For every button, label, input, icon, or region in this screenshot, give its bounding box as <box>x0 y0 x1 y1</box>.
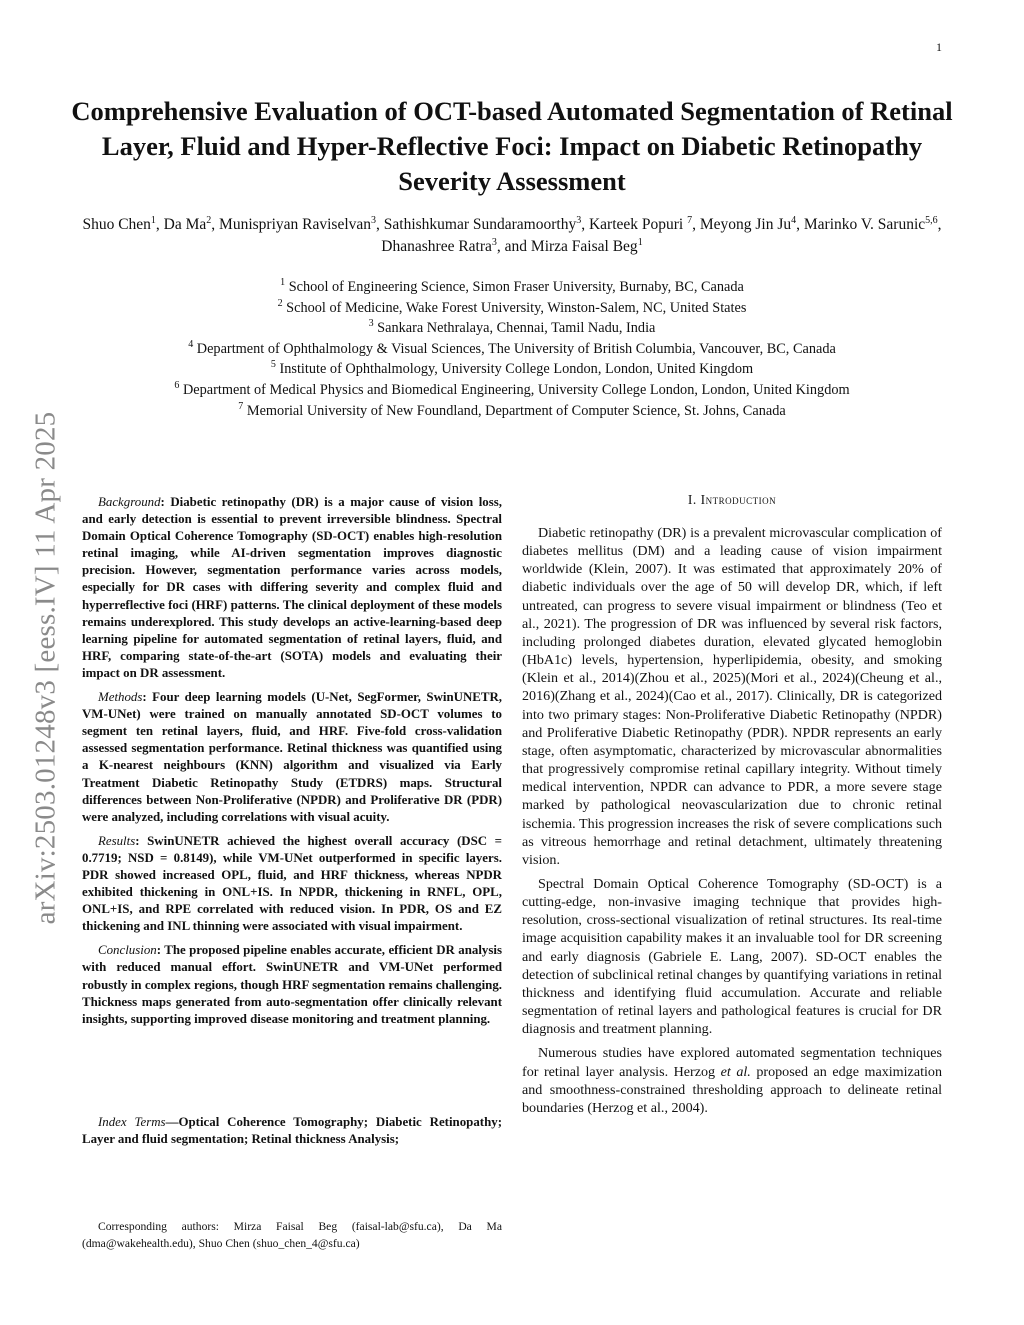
paper-title: Comprehensive Evaluation of OCT-based Automated Segmentation of Retinal Layer, Fluid and Hyper-Reflective Foci: Impact on Diabetic Retinopathy Severity Assessment <box>71 96 953 196</box>
abstract <box>82 494 502 1035</box>
author: Karteek Popuri $^7$, <box>588 214 700 233</box>
intro-paragraph: Diabetic retinopathy (DR) is a prevalent microvascular complication of diabetes mellitus (DM) and a leading cause of vision impairment worldwide (Klein, 2007). It was estimated that approximately 20% of diabetic individuals over the age of 50 will develop DR, which, if left untreated, can progress to severe visual impairment or blindness (Teo et al., 2021). The progression of DR was influenced by several risk factors, including prolonged diabetes duration, elevated glycated hemoglobin (HbA1c) levels, hypertension, hyperlipidemia, obesity, and smoking (Klein et al., 2014)(Zhou et al., 2025)(Mori et al., 2024)(Cheung et al., 2016)(Zhang et al., 2024)(Cao et al., 2017). Clinically, DR is categorized into two primary stages: Non-Proliferative Diabetic Retinopathy (NPDR) and Proliferative Diabetic Retinopathy (PDR). NPDR represents an early stage, often asymptomatic, characterized by microvascular abnormalities that progressively compromise retinal capillary integrity. Without timely medical intervention, NPDR can advance to PDR, a more severe stage marked by pathological neovascularization due to chronic retinal ischemia. This progression increases the risk of severe complications such as vitreous hemorrhage and retinal detachment, ultimately threatening vision. <box>522 525 942 868</box>
intro-paragraph: Spectral Domain Optical Coherence Tomography (SD-OCT) is a cutting-edge, non-invasive imaging technique that provides high-resolution, cross-sectional visualization of retinal structures. Its real-time image acquisition capability makes it an invaluable tool for DR screening and early diagnosis (Gabriele E. Lang, 2007). SD-OCT enables the detection of subclinical retinal changes by quantifying variations in retinal thickness and identifying fluid accumulation. Accurate and reliable segmentation of retinal layers and pathological features is crucial for DR diagnosis and treatment planning. <box>522 875 942 1038</box>
affiliation: $^3$ Sankara Nethralaya, Chennai, Tamil Nadu, India <box>368 318 656 337</box>
abstract-results: Results: SwinUNETR achieved the highest overall accuracy (DSC = 0.7719; NSD = 0.8149), while VM-UNet outperformed in specific layers. PDR showed increased OPL, fluid, and HRF thickness, whereas NPDR exhibited thickening in ONL+IS. In NPDR, thickening in RNFL, OPL, ONL+IS, and RPE correlated with reduced vision. In PDR, OS and EZ thickening and INL thinning were associated with visual impairment. <box>82 833 502 934</box>
author: Dhanashree Ratra$^3$, and <box>381 236 531 255</box>
author: Meyong Jin Ju$^4$, <box>699 214 804 233</box>
affiliation: $^7$ Memorial University of New Foundland, Department of Computer Science, St. Johns, Canada <box>238 400 786 419</box>
author: Marinko V. Sarunic$^{5,6}$, <box>803 214 942 233</box>
affiliation: $^2$ School of Medicine, Wake Forest University, Winston-Salem, NC, United States <box>277 297 747 316</box>
arxiv-identifier: arXiv:2503.01248v3 [eess.IV] 11 Apr 2025 <box>29 411 62 925</box>
page-number: 1 <box>936 40 942 54</box>
corresponding-authors-footnote: Corresponding authors: Mirza Faisal Beg (faisal-lab@sfu.ca), Da Ma (dma@wakehealth.edu), Shuo Chen (shuo_chen_4@sfu.ca) <box>82 1220 502 1250</box>
affiliation: $^5$ Institute of Ophthalmology, University College London, London, United Kingdom <box>270 359 754 378</box>
introduction-section <box>522 492 942 1123</box>
section-heading: I. Introduction <box>687 492 777 507</box>
abstract-background: Background: Diabetic retinopathy (DR) is a major cause of vision loss, and early detection is essential to prevent irreversible blindness. Spectral Domain Optical Coherence Tomography (SD-OCT) enables high-resolution retinal imaging, while AI-driven segmentation improves diagnostic precision. However, segmentation performance varies across models, especially for DR cases with differing severity and complex fluid and hyperreflective foci (HRF) patterns. The clinical deployment of these models remains underexplored. This study develops an active-learning-based deep learning pipeline for automated segmentation of retinal layers, fluid, and HRF, comparing state-of-the-art (SOTA) models and evaluating their impact on DR assessment. <box>82 495 502 680</box>
author: Da Ma$^2$, <box>163 214 220 233</box>
author-list <box>82 214 942 258</box>
author: Sathishkumar Sundaramoorthy$^3$, <box>383 214 589 233</box>
abstract-conclusion: Conclusion: The proposed pipeline enables accurate, efficient DR analysis with reduced manual effort. SwinUNETR and VM-UNet performed robustly in complex regions, though HRF segmentation remains challenging. Thickness maps generated from auto-segmentation offer clinically relevant insights, supporting improved disease monitoring and treatment planning. <box>82 943 502 1026</box>
author: Shuo Chen$^1$, <box>82 214 164 233</box>
affiliation: $^1$ School of Engineering Science, Simon Fraser University, Burnaby, BC, Canada <box>280 277 744 295</box>
author: Munispriyan Raviselvan$^3$, <box>219 214 384 233</box>
intro-paragraph: Numerous studies have explored automated segmentation techniques for retinal layer analysis. Herzog et al. proposed an edge maximization and smoothness-constrained thresholding approach to delineate retinal boundaries (Herzog et al., 2004). <box>522 1045 942 1116</box>
affiliation: $^4$ Department of Ophthalmology & Visual Sciences, The University of British Columbia, Vancouver, BC, Canada <box>188 339 836 357</box>
author: Mirza Faisal Beg$^1$ <box>530 236 643 255</box>
affiliation: $^6$ Department of Medical Physics and Biomedical Engineering, University College London, London, United Kingdom <box>174 380 850 398</box>
index-terms: Index Terms—Optical Coherence Tomography; Diabetic Retinopathy; Layer and fluid segmentation; Retinal thickness Analysis; <box>82 1115 502 1147</box>
abstract-methods: Methods: Four deep learning models (U-Net, SegFormer, SwinUNETR, VM-UNet) were trained on manually annotated SD-OCT volumes to segment ten retinal layers, fluid, and HRF. Five-fold cross-validation assessed segmentation performance. Retinal thickness was quantified using a K-nearest neighbours (KNN) algorithm and visualized via Early Treatment Diabetic Retinopathy Study (ETDRS) maps. Structural differences between Non-Proliferative (NPDR) and Proliferative DR (PDR) were analyzed, including correlations with visual acuity. <box>82 690 502 824</box>
affiliation-list <box>82 277 942 421</box>
